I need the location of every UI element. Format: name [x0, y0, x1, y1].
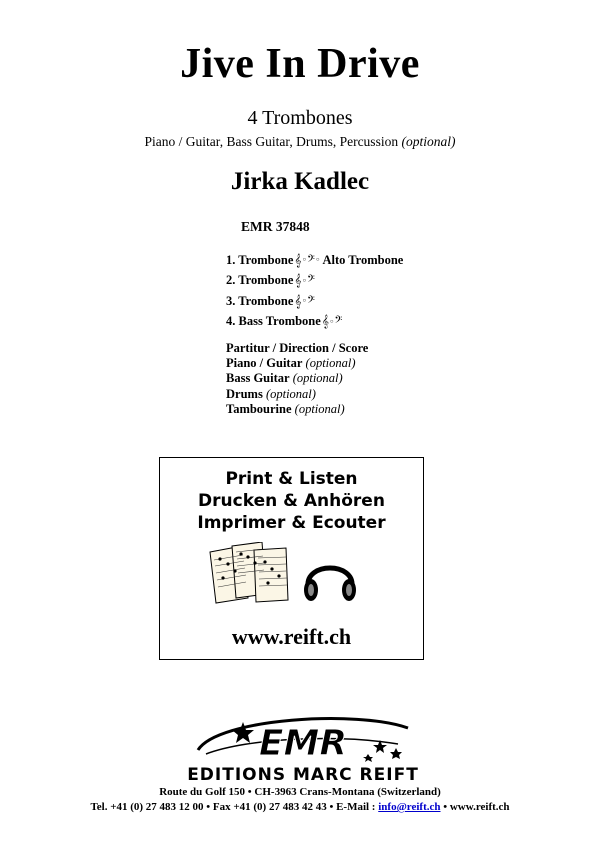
- print-listen-box[interactable]: [159, 457, 424, 660]
- part-label: 1. Trombone: [226, 252, 294, 267]
- part-row: [226, 291, 403, 312]
- promo-url[interactable]: www.reift.ch: [231, 624, 352, 649]
- sheet-music-icon: [208, 542, 292, 604]
- promo-line: Imprimer & Ecouter: [197, 513, 386, 533]
- clef-icons: 𝄞 ○ 𝄢: [321, 314, 343, 329]
- instrumentation-optional: (optional): [401, 134, 456, 149]
- score-item-name: Partitur / Direction / Score: [226, 341, 369, 355]
- bass-clef-icon: 𝄢: [307, 273, 315, 288]
- emr-logo-icon: [158, 710, 448, 768]
- part-row: [226, 271, 403, 292]
- publisher-logo: [158, 710, 448, 790]
- list-item: [226, 402, 368, 417]
- title: Jive In Drive: [180, 41, 420, 87]
- promo-lines: [160, 468, 423, 534]
- list-item: [226, 356, 368, 371]
- treble-clef-icon: 𝄞: [294, 293, 302, 308]
- footer-contact-prefix: Tel. +41 (0) 27 483 12 00 • Fax +41 (0) 27 483 42 43 • E-Mail :: [90, 801, 376, 813]
- score-item-name: Drums: [226, 386, 263, 401]
- promo-line: Drucken & Anhören: [198, 491, 385, 511]
- bass-clef-icon: 𝄢: [307, 252, 315, 267]
- email-link[interactable]: info@reift.ch: [378, 801, 441, 813]
- composer: Jirka Kadlec: [230, 168, 370, 195]
- treble-clef-icon: 𝄞: [294, 252, 302, 267]
- bass-clef-icon: 𝄢: [334, 314, 343, 329]
- instrumentation: [0, 134, 600, 150]
- part-label: 2. Trombone: [226, 273, 294, 288]
- headphones-icon: [300, 552, 360, 604]
- subtitle: 4 Trombones: [247, 107, 353, 129]
- publisher-name: EDITIONS MARC REIFT: [187, 765, 419, 785]
- list-item: [226, 387, 368, 402]
- logo-letters: EMR: [258, 723, 348, 764]
- list-item: [226, 371, 368, 386]
- promo-line: Print & Listen: [225, 469, 358, 489]
- treble-clef-icon: 𝄞: [294, 273, 302, 288]
- list-item: [226, 341, 368, 356]
- score-list: [226, 341, 368, 417]
- part-row: [226, 312, 403, 333]
- part-extra: Alto Trombone: [322, 252, 404, 267]
- part-label: 4. Bass Trombone: [226, 314, 321, 329]
- footer-address: Route du Golf 150 • CH-3963 Crans-Montana (Switzerland): [159, 786, 441, 798]
- clef-icons: 𝄞 ○ 𝄢: [294, 273, 315, 288]
- clef-icons: 𝄞 ○ 𝄢: [294, 293, 315, 308]
- part-row: [226, 250, 403, 271]
- treble-clef-icon: 𝄞: [321, 314, 329, 329]
- catalog-number: EMR 37848: [241, 219, 310, 234]
- footer-contact: [0, 801, 600, 813]
- instrumentation-main: Piano / Guitar, Bass Guitar, Drums, Percussion: [144, 134, 399, 149]
- score-item-name: Tambourine: [226, 401, 292, 416]
- score-item-name: Piano / Guitar: [226, 356, 303, 371]
- score-item-name: Bass Guitar: [226, 371, 290, 386]
- parts-list: [226, 250, 403, 332]
- score-item-note: (optional): [305, 356, 356, 371]
- score-item-note: (optional): [265, 386, 316, 401]
- part-label: 3. Trombone: [226, 293, 294, 308]
- score-item-note: (optional): [294, 401, 345, 416]
- bass-clef-icon: 𝄢: [307, 293, 315, 308]
- footer-contact-suffix: • www.reift.ch: [443, 801, 510, 813]
- score-item-note: (optional): [292, 371, 343, 386]
- clef-icons: 𝄞 ○ 𝄢 ○: [294, 252, 320, 267]
